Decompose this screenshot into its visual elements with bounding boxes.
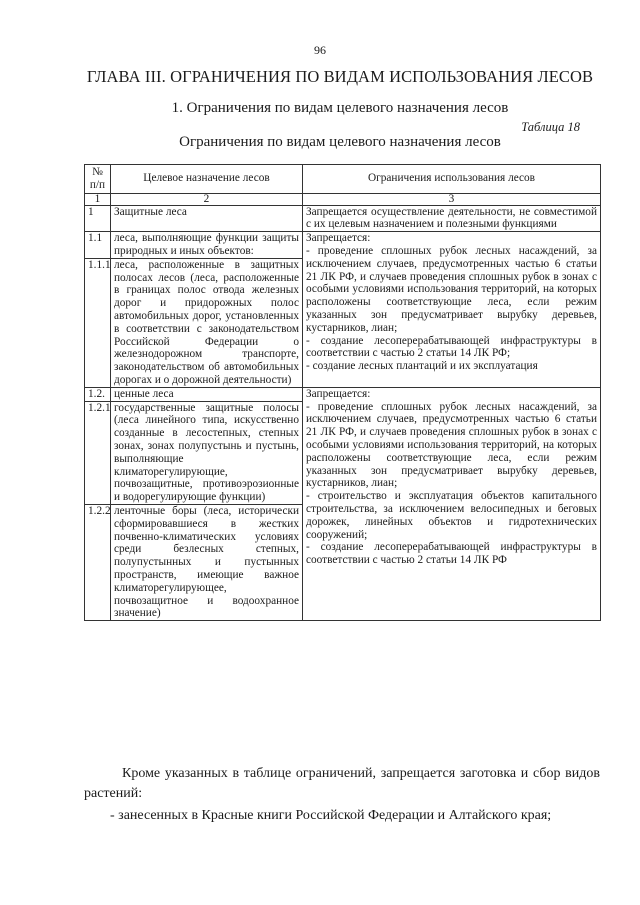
header-purpose: Целевое назначение лесов	[111, 165, 303, 194]
row-purpose: леса, расположенные в защитных полосах лесов (леса, расположенные в границах полос отвода железных дорог и придорожных полос автомобильных дорог, установленных в соответствии с законодательством Российской Федерации о железнодорожном транспорте, законодательством об автомобильных дорогах и о дорожной деятельности)	[111, 258, 303, 387]
row-number: 1.2.1	[85, 401, 111, 504]
row-number: 1.2.	[85, 387, 111, 401]
row-limits: Запрещается осуществление деятельности, не совместимой с их целевым назначением и полезными функциями	[303, 205, 601, 232]
row-limits	[303, 232, 601, 388]
column-number-row	[85, 193, 601, 205]
row-purpose: Защитные леса	[111, 205, 303, 232]
row-number: 1.1.1	[85, 258, 111, 387]
limits-line: - строительство и эксплуатация объектов капитального строительства, за исключением велосипедных и беговых дорожек, линейных объектов и гидротехнических сооружений;	[306, 490, 597, 541]
paragraph-red-books: - занесенных в Красные книги Российской Федерации и Алтайского края;	[110, 808, 552, 823]
limits-line: Запрещается:	[306, 387, 371, 400]
column-number: 2	[111, 193, 303, 205]
page-number: 96	[314, 43, 326, 57]
limits-table	[84, 164, 601, 621]
section-title: 1. Ограничения по видам целевого назначения лесов	[171, 100, 509, 116]
paragraph-restrictions: Кроме указанных в таблице ограничений, запрещается заготовка и сбор видов растений:	[84, 766, 600, 801]
limits-line: - создание лесоперерабатывающей инфраструктуры в соответствии с частью 2 статьи 14 ЛК РФ;	[306, 334, 597, 360]
chapter-title: ГЛАВА III. ОГРАНИЧЕНИЯ ПО ВИДАМ ИСПОЛЬЗОВАНИЯ ЛЕСОВ	[86, 67, 594, 86]
row-number: 1.2.2	[85, 504, 111, 620]
limits-line: - проведение сплошных рубок лесных насаждений, за исключением случаев, предусмотренных частью 6 статьи 21 ЛК РФ, и случаев проведения сплошных рубок в зонах с особыми условиями использования территорий, на которых расположены соответствующие леса, если режим указанных зон предусматривает вырубку деревьев, кустарников, лиан;	[306, 400, 597, 490]
table-row	[85, 387, 601, 401]
row-number: 1.1	[85, 232, 111, 259]
row-purpose: государственные защитные полосы (леса линейного типа, искусственно созданные в лесостепных, степных зонах, зонах полупустынь и пустынь, выполняющие климаторегулирующие, почвозащитные, противоэрозионные и водорегулирующие функции)	[111, 401, 303, 504]
row-purpose: леса, выполняющие функции защиты природных и иных объектов:	[111, 232, 303, 259]
column-number: 1	[85, 193, 111, 205]
table-title: Ограничения по видам целевого назначения лесов	[179, 134, 501, 150]
table-row	[85, 232, 601, 259]
row-limits	[303, 387, 601, 620]
row-purpose: ценные леса	[111, 387, 303, 401]
table-label: Таблица 18	[521, 120, 580, 134]
row-number: 1	[85, 205, 111, 232]
limits-line: - создание лесных плантаций и их эксплуатация	[306, 360, 538, 373]
table-row	[85, 205, 601, 232]
header-limits: Ограничения использования лесов	[303, 165, 601, 194]
column-number: 3	[303, 193, 601, 205]
table-header-row	[85, 165, 601, 194]
limits-line: Запрещается:	[306, 232, 371, 245]
limits-line: - создание лесоперерабатывающей инфраструктуры в соответствии с частью 2 статьи 14 ЛК РФ	[306, 541, 597, 567]
limits-line: - проведение сплошных рубок лесных насаждений, за исключением случаев, предусмотренных частью 6 статьи 21 ЛК РФ, и случаев проведения сплошных рубок в зонах с особыми условиями использования территорий, на которых расположены соответствующие леса, если режим указанных зон предусматривает вырубку деревьев, кустарников, лиан;	[306, 244, 597, 334]
header-number: № п/п	[85, 165, 111, 194]
row-purpose: ленточные боры (леса, исторически сформировавшиеся в жестких почвенно-климатических условиях среди безлесных степных, полупустынных и пустынных пространств, имеющие важное климаторегулирующее, почвозащитное и водоохранное значение)	[111, 504, 303, 620]
